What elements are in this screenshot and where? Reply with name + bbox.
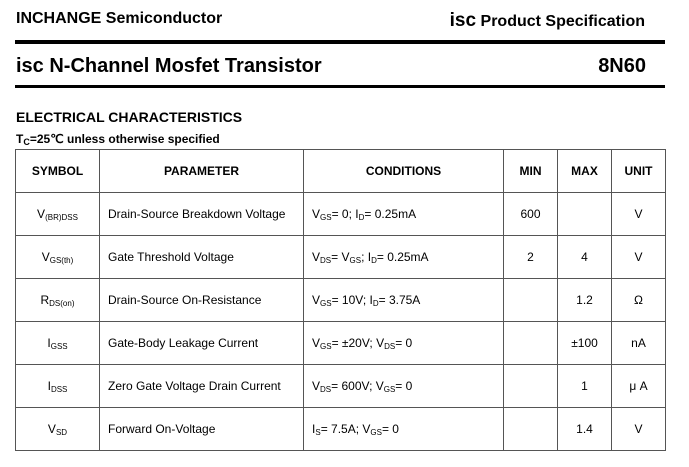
condition-subscript: GS (349, 255, 362, 265)
condition-symbol: V (312, 206, 321, 221)
condition-symbol: V (312, 249, 321, 264)
table-row (16, 322, 666, 365)
header-rule-bottom (15, 85, 665, 88)
unit-cell: μ A (612, 365, 666, 408)
condition-text: = 10V; I (331, 292, 373, 307)
condition-subscript: DS (320, 255, 332, 265)
spec-label (450, 10, 645, 32)
spec-text: Product Specification (476, 13, 645, 30)
condition-symbol: V (312, 378, 321, 393)
symbol-letter: I (47, 378, 51, 393)
table-header-row (16, 150, 666, 193)
table-row (16, 279, 666, 322)
condition-subscript: C (23, 137, 30, 147)
min-cell (504, 408, 558, 451)
condition-text: = 0.25mA (376, 249, 429, 264)
table-body (16, 193, 666, 451)
header-unit: UNIT (612, 150, 666, 193)
symbol-letter: V (37, 206, 46, 221)
min-cell: 2 (504, 236, 558, 279)
condition-subscript: GS (320, 298, 332, 308)
symbol-subscript: GS(th) (49, 255, 74, 265)
parameter-cell: Gate-Body Leakage Current (100, 322, 304, 365)
max-cell: 1.2 (558, 279, 612, 322)
condition-subscript: S (315, 427, 321, 437)
conditions-cell (304, 236, 504, 279)
section-title: ELECTRICAL CHARACTERISTICS (16, 109, 243, 125)
max-cell: ±100 (558, 322, 612, 365)
header-max: MAX (558, 150, 612, 193)
condition-subscript: DS (320, 384, 332, 394)
condition-subscript: D (358, 212, 365, 222)
symbol-cell (16, 236, 100, 279)
condition-text: ; I (361, 249, 372, 264)
condition-subscript: GS (383, 384, 396, 394)
symbol-subscript: (BR)DSS (45, 212, 78, 222)
parameter-cell: Forward On-Voltage (100, 408, 304, 451)
conditions-cell (304, 322, 504, 365)
condition-symbol: V (312, 335, 321, 350)
unit-cell: nA (612, 322, 666, 365)
symbol-subscript: GSS (50, 341, 68, 351)
symbol-letter: V (41, 249, 50, 264)
max-cell: 4 (558, 236, 612, 279)
symbol-cell (16, 322, 100, 365)
conditions-cell (304, 365, 504, 408)
symbol-letter: R (40, 292, 50, 307)
condition-text: = V (331, 249, 350, 264)
min-cell: 600 (504, 193, 558, 236)
condition-text: = 0.25mA (364, 206, 417, 221)
condition-text: = ±20V; V (331, 335, 385, 350)
company-name: INCHANGE Semiconductor (16, 10, 223, 27)
min-cell (504, 365, 558, 408)
condition-text: = 600V; V (331, 378, 384, 393)
condition-subscript: GS (320, 341, 332, 351)
unit-cell: V (612, 408, 666, 451)
condition-subscript: GS (320, 212, 332, 222)
conditions-cell (304, 408, 504, 451)
max-cell: 1.4 (558, 408, 612, 451)
condition-subscript: D (371, 255, 377, 265)
electrical-characteristics-table (15, 149, 666, 451)
header-rule-top (15, 40, 665, 44)
parameter-cell: Gate Threshold Voltage (100, 236, 304, 279)
document-title: isc N-Channel Mosfet Transistor (16, 55, 322, 77)
part-number: 8N60 (598, 55, 646, 77)
condition-symbol: V (312, 292, 321, 307)
min-cell (504, 322, 558, 365)
condition-text: = 0 (395, 335, 413, 350)
spec-prefix: isc (449, 10, 477, 31)
header-min: MIN (504, 150, 558, 193)
parameter-cell: Drain-Source Breakdown Voltage (100, 193, 304, 236)
table-row (16, 365, 666, 408)
symbol-subscript: DSS (50, 384, 68, 394)
symbol-cell (16, 408, 100, 451)
symbol-letter: V (47, 421, 56, 436)
table-row (16, 236, 666, 279)
unit-cell: V (612, 193, 666, 236)
condition-text: = 7.5A; V (320, 421, 371, 436)
min-cell (504, 279, 558, 322)
max-cell (558, 193, 612, 236)
table-row (16, 193, 666, 236)
symbol-subscript: SD (55, 427, 68, 437)
header-symbol: SYMBOL (16, 150, 100, 193)
condition-subscript: DS (384, 341, 396, 351)
symbol-cell (16, 193, 100, 236)
condition-symbol: I (312, 421, 316, 436)
condition-subscript: D (372, 298, 379, 308)
header-parameter: PARAMETER (100, 150, 304, 193)
condition-symbol: T (16, 132, 24, 146)
parameter-cell: Zero Gate Voltage Drain Current (100, 365, 304, 408)
header-conditions: CONDITIONS (304, 150, 504, 193)
symbol-letter: I (47, 335, 51, 350)
symbol-cell (16, 279, 100, 322)
condition-text: = 0; I (331, 206, 359, 221)
conditions-cell (304, 279, 504, 322)
table-row (16, 408, 666, 451)
symbol-subscript: DS(on) (49, 298, 75, 308)
condition-text: =25℃ unless otherwise specified (29, 132, 220, 146)
condition-subscript: GS (370, 427, 382, 437)
condition-text: = 0 (381, 421, 399, 436)
max-cell: 1 (558, 365, 612, 408)
parameter-cell: Drain-Source On-Resistance (100, 279, 304, 322)
condition-text: = 0 (395, 378, 413, 393)
unit-cell: Ω (612, 279, 666, 322)
symbol-cell (16, 365, 100, 408)
condition-text: = 3.75A (378, 292, 421, 307)
unit-cell: V (612, 236, 666, 279)
conditions-cell (304, 193, 504, 236)
test-condition (16, 132, 220, 147)
